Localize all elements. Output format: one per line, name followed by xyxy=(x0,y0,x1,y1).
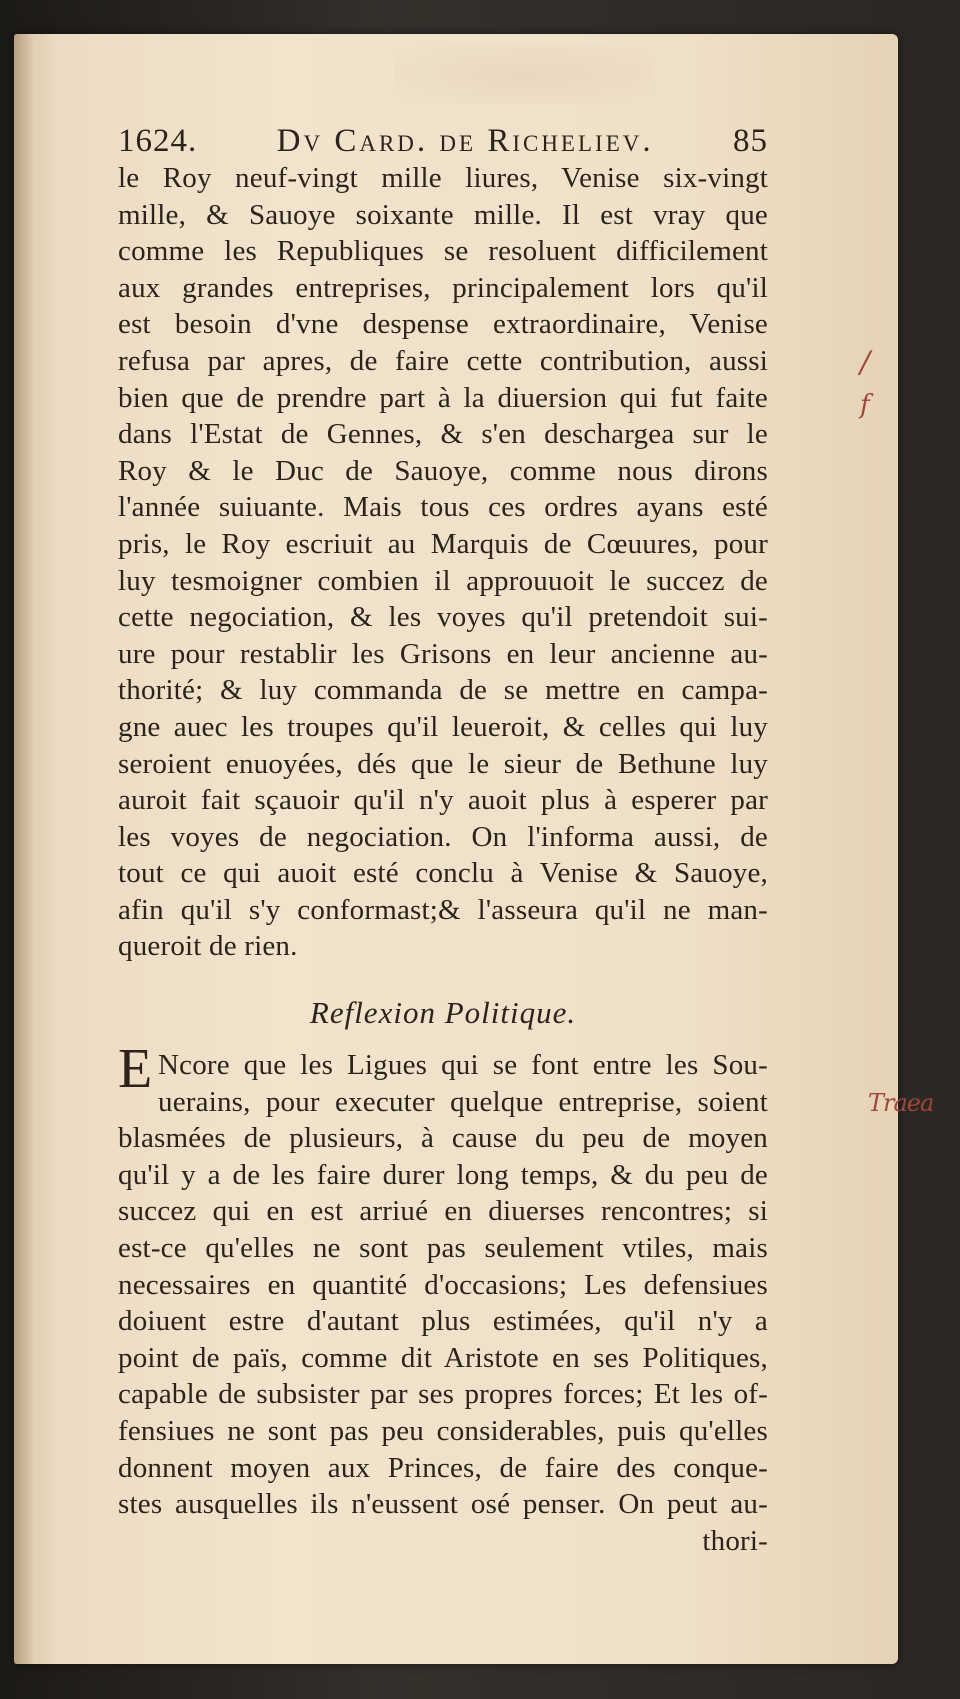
paragraph-2 xyxy=(118,1038,768,1559)
text-line: doiuent estre d'autant plus estimées, qu'il n'y a xyxy=(118,1305,768,1338)
running-head xyxy=(118,122,768,160)
text-line: les voyes de negociation. On l'informa aussi, de xyxy=(118,820,768,853)
section-heading: Reflexion Politique. xyxy=(309,995,577,1031)
text-line: queroit de rien. xyxy=(118,930,298,963)
text-line: est-ce qu'elles ne sont pas seulement vtiles, mais xyxy=(118,1232,768,1265)
text-line: bien que de prendre part à la diuersion qui fut faite xyxy=(118,381,768,414)
paragraph-1 xyxy=(118,160,768,965)
text-line: gne auec les troupes qu'il leueroit, & celles qui luy xyxy=(118,710,768,743)
running-head-title: Dv Card. de Richeliev. xyxy=(276,123,654,159)
margin-note: Traea xyxy=(868,1089,934,1117)
text-line: point de païs, comme dit Aristote en ses Politiques, xyxy=(118,1341,768,1374)
spacer xyxy=(118,1033,768,1047)
text-line: l'année suiuante. Mais tous ces ordres ayans esté xyxy=(118,491,768,524)
page-paper xyxy=(14,34,934,1664)
text-line: qu'il y a de les faire durer long temps, & du peu de xyxy=(118,1158,768,1191)
text-line: refusa par apres, de faire cette contribution, aussi xyxy=(118,344,768,377)
text-line-first xyxy=(118,1038,768,1101)
text-line: Roy & le Duc de Sauoye, comme nous dirons xyxy=(118,454,768,487)
text-block xyxy=(118,122,934,1559)
text-line: tout ce qui auoit esté conclu à Venise & Sauoye, xyxy=(118,857,768,890)
paper-stain xyxy=(394,44,654,104)
page-number: 85 xyxy=(733,123,768,159)
margin-mark: f xyxy=(860,390,870,420)
running-head-year: 1624. xyxy=(118,123,198,159)
text-line: donnent moyen aux Princes, de faire des conque- xyxy=(118,1451,768,1484)
text-line: aux grandes entreprises, principalement lors qu'il xyxy=(118,271,768,304)
text-line: necessaires en quantité d'occasions; Les defensiues xyxy=(118,1268,768,1301)
text-line: dans l'Estat de Gennes, & s'en deschargea sur le xyxy=(118,418,768,451)
text-line: pris, le Roy escriuit au Marquis de Cœuures, pour xyxy=(118,527,768,560)
catchword: thori- xyxy=(702,1524,768,1557)
text-line: afin qu'il s'y conformast;& l'asseura qu'il ne man- xyxy=(118,893,768,926)
text-line: capable de subsister par ses propres forces; Et les of- xyxy=(118,1378,768,1411)
margin-mark: / xyxy=(860,345,871,380)
text-line: fensiues ne sont pas peu considerables, puis qu'elles xyxy=(118,1415,768,1447)
text-line: ure pour restablir les Grisons en leur ancienne au- xyxy=(118,637,768,670)
drop-cap: E xyxy=(118,1038,153,1101)
text-line: stes ausquelles ils n'eussent osé penser. On peut au- xyxy=(118,1488,768,1521)
text-line: succez qui en est arriué en diuerses rencontres; si xyxy=(118,1195,768,1228)
text-line-second: uerains, pour executer quelque entreprise, soient xyxy=(158,1085,768,1118)
text-line: thorité; & luy commanda de se mettre en campa- xyxy=(118,674,768,707)
text-line: cette negociation, & les voyes qu'il pretendoit sui- xyxy=(118,601,768,634)
text-line: blasmées de plusieurs, à cause du peu de moyen xyxy=(118,1122,768,1155)
text-line: comme les Republiques se resoluent difficilement xyxy=(118,235,768,268)
text-line: est besoin d'vne despense extraordinaire, Venise xyxy=(118,308,768,341)
text-line: luy tesmoigner combien il approuuoit le succez de xyxy=(118,564,768,597)
text-line: auroit fait sçauoir qu'il n'y auoit plus à esperer par xyxy=(118,784,768,817)
page-gutter-shadow xyxy=(14,34,34,1664)
text-line: mille, & Sauoye soixante mille. Il est vray que xyxy=(118,198,768,231)
text-line: le Roy neuf-vingt mille liures, Venise six-vingt xyxy=(118,162,768,194)
text-line: seroient enuoyées, dés que le sieur de Bethune luy xyxy=(118,747,768,780)
first-line-text: Ncore que les Ligues qui se font entre les Sou- xyxy=(158,1049,768,1082)
